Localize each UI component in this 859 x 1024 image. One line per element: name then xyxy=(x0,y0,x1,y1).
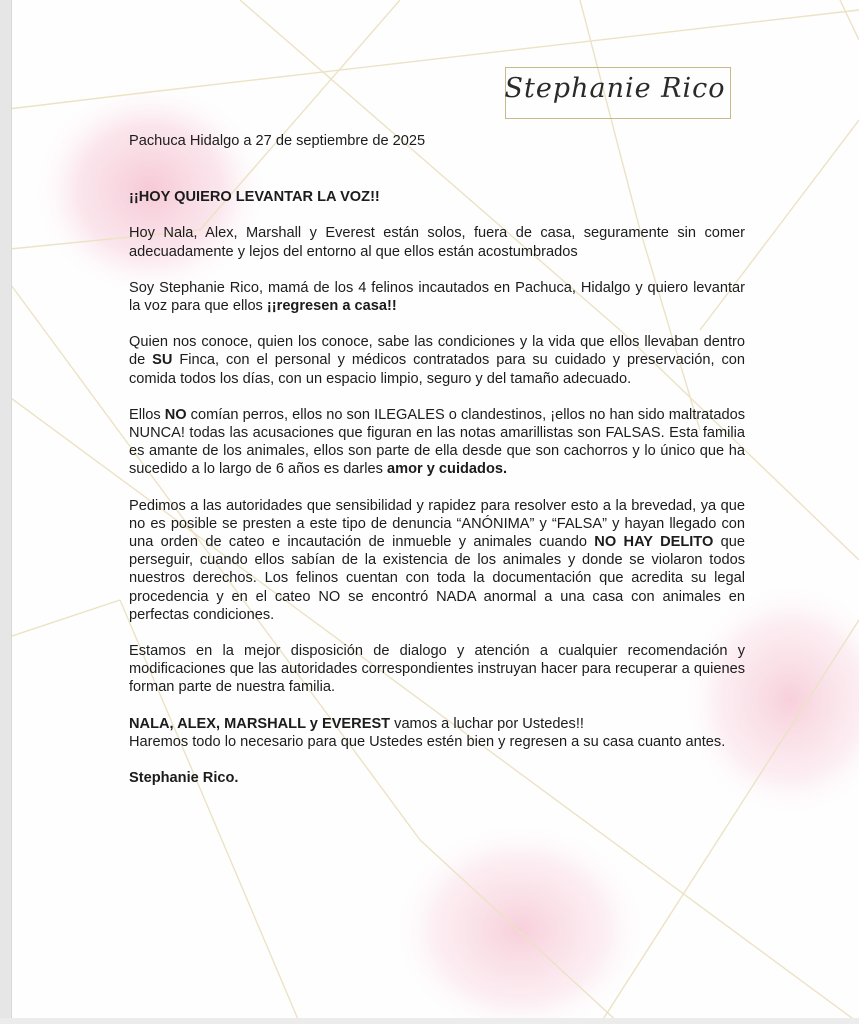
paragraph-2-emphasis: ¡¡regresen a casa!! xyxy=(266,298,397,315)
paragraph-4 xyxy=(129,406,745,479)
paragraph-5-emphasis: NO HAY DELITO xyxy=(594,534,714,551)
letterhead-logo xyxy=(485,63,741,119)
paragraph-4-text-a: Ellos xyxy=(129,406,165,423)
letter-heading: ¡¡HOY QUIERO LEVANTAR LA VOZ!! xyxy=(129,189,380,206)
paragraph-7 xyxy=(129,715,745,733)
paragraph-6: Estamos en la mejor disposición de dialogo y atención a cualquier recomendación y modificaciones que las autoridades correspondientes instruyan hacer para recuperar a quienes forman parte de nuestra familia. xyxy=(129,643,745,696)
paragraph-5 xyxy=(129,497,745,624)
place-date-line: Pachuca Hidalgo a 27 de septiembre de 2025 xyxy=(129,133,426,149)
paragraph-4-emphasis-no: NO xyxy=(164,406,187,423)
letter-body xyxy=(129,132,745,787)
paragraph-3 xyxy=(129,333,745,388)
paragraph-2-text: Soy Stephanie Rico, mamá de los 4 felinos incautados en Pachuca, Hidalgo y quiero levantar la voz para que ellos xyxy=(129,279,745,315)
paragraph-5-text-b: que perseguir, cuando ellos sabían de la existencia de los animales y donde se violaron todos nuestros derechos. Los felinos cuentan con toda la documentación que acredita su legal procedencia y en el cateo NO se encontró NADA anormal a una casa con animales en perfectas condiciones. xyxy=(129,534,745,623)
paragraph-7-names: NALA, ALEX, MARSHALL y EVEREST xyxy=(129,715,391,732)
pink-wash-bottom xyxy=(390,820,650,1024)
signature: Stephanie Rico. xyxy=(129,770,239,787)
viewer-bottom-edge xyxy=(0,1018,859,1024)
paragraph-3-text-a: Quien nos conoce, quien los conoce, sabe las condiciones y la vida que ellos llevaban dentro de xyxy=(129,334,745,369)
paragraph-2 xyxy=(129,279,745,315)
paragraph-3-emphasis: SU xyxy=(152,352,173,369)
paragraph-7-text: vamos a luchar por Ustedes!! xyxy=(390,715,584,732)
paragraph-4-text-b: comían perros, ellos no son ILEGALES o clandestinos, ¡ellos no han sido maltratados NUNCA! todas las acusaciones que figuran en las notas amarillistas son FALSAS. Esta familia es amante de los animales, ellos son parte de ella desde que son cachorros y lo único que ha sucedido a lo largo de 6 años es darles xyxy=(129,406,745,478)
paragraph-1: Hoy Nala, Alex, Marshall y Everest están solos, fuera de casa, seguramente sin comer adecuadamente y lejos del entorno al que ellos están acostumbrados xyxy=(129,225,745,260)
paragraph-3-text-b: Finca, con el personal y médicos contratados para su cuidado y preservación, con comida todos los días, con un espacio limpio, seguro y del tamaño adecuado. xyxy=(129,352,745,387)
paragraph-4-emphasis-amor: amor y cuidados. xyxy=(387,461,508,478)
viewer-left-edge xyxy=(0,0,12,1024)
logo-signature-text: Stephanie Rico xyxy=(504,73,726,104)
paragraph-8: Haremos todo lo necesario para que Ustedes estén bien y regresen a su casa cuanto antes. xyxy=(129,733,726,750)
paragraph-5-text-a: Pedimos a las autoridades que sensibilidad y rapidez para resolver esto a la brevedad, ya que no es posible se presten a este tipo de denuncia “ANÓNIMA” y “FALSA” y hayan llegado con una orden de cateo e incautación de inmueble y animales cuando xyxy=(129,497,745,551)
